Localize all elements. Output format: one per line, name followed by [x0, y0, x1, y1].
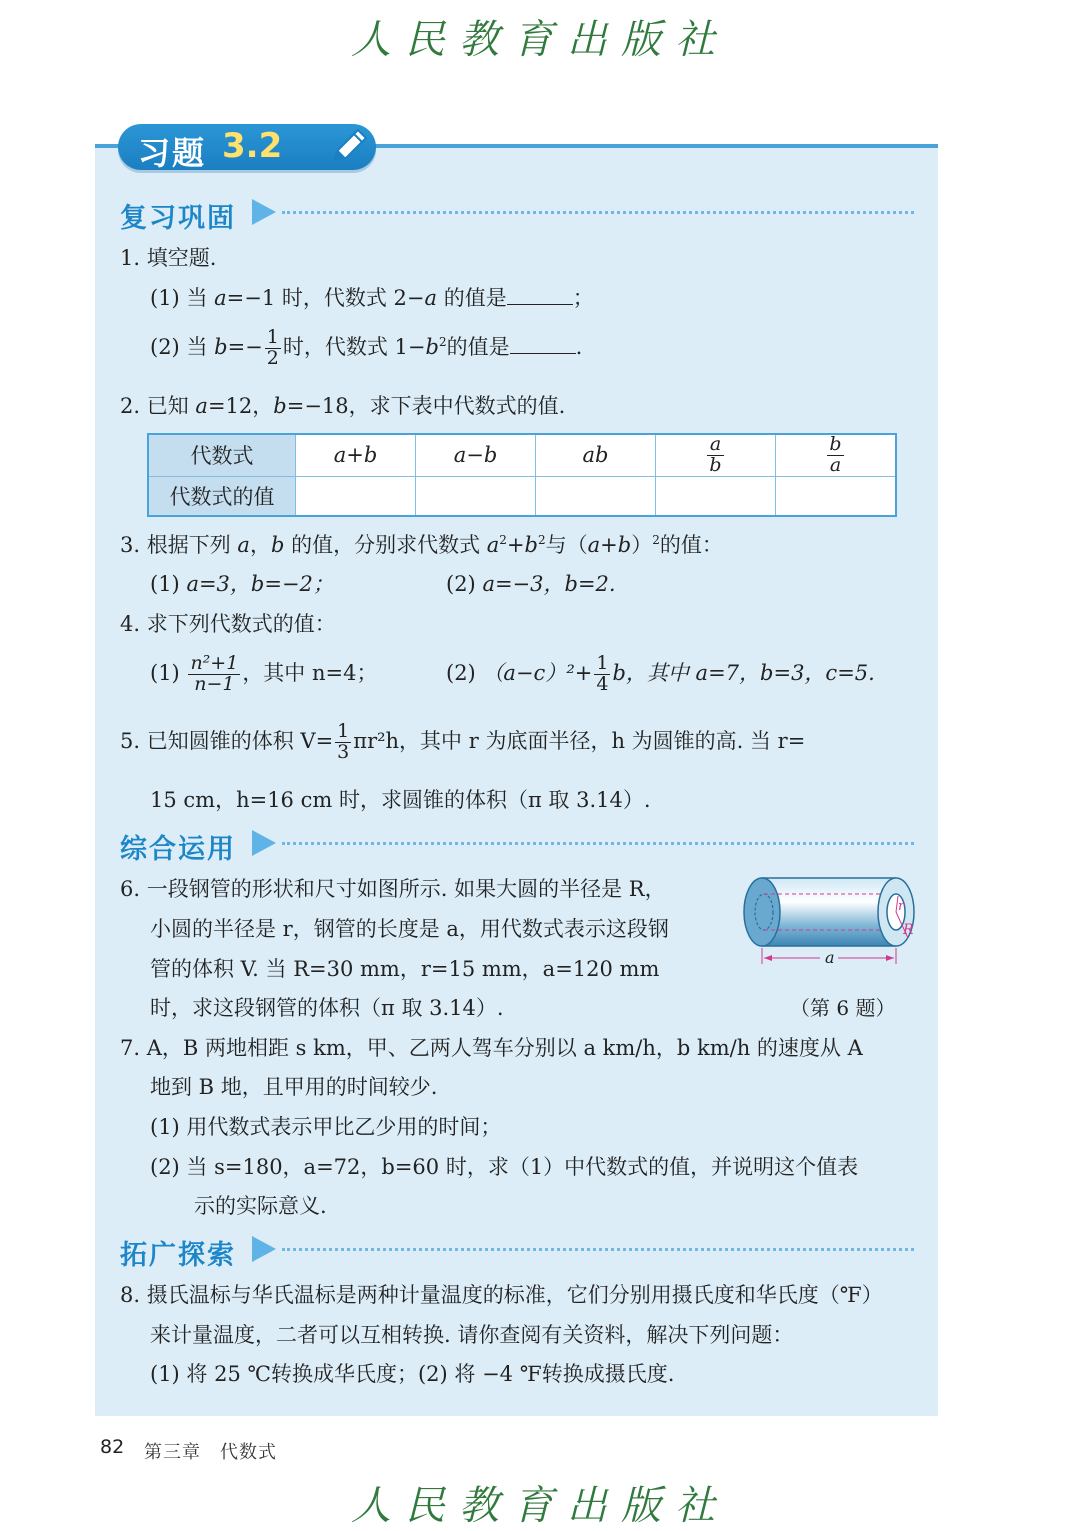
problem-3-part-2: (2) a=−3，b=2. [446, 572, 616, 596]
exercise-title: 习题 [138, 134, 207, 172]
problem-2: 2. 已知 a=12，b=−18，求下表中代数式的值. [120, 394, 566, 418]
problem-5: 5. 已知圆锥的体积 V= $\frac{1}{3}$ πr²h，其中 r 为底面半径，h 为圆锥的高. 当 r= [120, 720, 806, 763]
problem-4-part-2: (2) （a−c）²+ $\frac{1}{4}$ b，其中 a=7，b=3，c=5. [446, 652, 875, 695]
problem-7: 7. A，B 两地相距 s km，甲、乙两人驾车分别以 a km/h，b km/h 的速度从 A [120, 1036, 863, 1060]
value-table [147, 433, 897, 517]
table-answer-cell[interactable] [656, 476, 776, 516]
table-answer-cell[interactable] [536, 476, 656, 516]
section-divider [282, 1248, 914, 1251]
problem-8: 8. 摄氏温标与华氏温标是两种计量温度的标准，它们分别用摄氏度和华氏度（℉） [120, 1283, 883, 1307]
section-review: 复习巩固 [120, 203, 236, 234]
steel-pipe-figure [740, 872, 920, 972]
publisher-logo-bottom: 人民教育出版社 [351, 1483, 729, 1529]
fig-label-R: R [903, 922, 914, 938]
chapter-title: 第三章 代数式 [144, 1442, 277, 1463]
fraction: $\frac{1}{2}$ [266, 326, 279, 369]
problem-3-part-1: (1) a=3，b=−2； [150, 572, 334, 596]
table-cell: $\frac{a}{b}$ [656, 434, 776, 476]
problem-4-part-1: (1) $\frac{\text{n²+1}}{n-1}$ ，其中 n=4； [150, 652, 378, 695]
problem-4: 4. 求下列代数式的值： [120, 612, 336, 636]
section-explore: 拓广探索 [120, 1240, 236, 1271]
table-row [148, 434, 896, 476]
table-cell: $\frac{b}{a}$ [776, 434, 897, 476]
section-arrow-icon [252, 830, 276, 856]
problem-1: 1. 填空题. [120, 246, 217, 270]
problem-6-line-4: 时，求这段钢管的体积（π 取 3.14）. [150, 996, 504, 1020]
fig-label-a: a [825, 948, 835, 967]
problem-6-line-3: 管的体积 V. 当 R=30 mm，r=15 mm，a=120 mm [150, 957, 660, 981]
table-cell: a+b [296, 434, 416, 476]
problem-1-part-1: (1) 当 a=−1 时，代数式 2−a 的值是 ； [150, 286, 594, 310]
table-cell: a−b [416, 434, 536, 476]
figure-caption: （第 6 题） [790, 996, 896, 1020]
problem-3: 3. 根据下列 a，b 的值，分别求代数式 $a^2+b^2$与$(a+b)^2$的值： [120, 533, 723, 557]
section-arrow-icon [252, 199, 276, 225]
answer-blank[interactable] [507, 304, 573, 305]
table-header-cell: 代数式的值 [148, 476, 296, 516]
problem-6: 6. 一段钢管的形状和尺寸如图所示. 如果大圆的半径是 R， [120, 877, 666, 901]
problem-7-part-2: (2) 当 s=180，a=72，b=60 时，求（1）中代数式的值，并说明这个值表 [150, 1155, 859, 1179]
problem-7-line-2: 地到 B 地，且甲用的时间较少. [150, 1075, 438, 1099]
table-header-cell: 代数式 [148, 434, 296, 476]
table-answer-cell[interactable] [416, 476, 536, 516]
page-number: 82 [100, 1436, 125, 1458]
table-row [148, 476, 896, 516]
problem-7-part-1: (1) 用代数式表示甲比乙少用的时间； [150, 1115, 502, 1139]
table-cell: ab [536, 434, 656, 476]
pencil-icon [328, 126, 372, 166]
problem-7-part-2-cont: 示的实际意义. [194, 1194, 327, 1218]
publisher-logo-top: 人民教育出版社 [351, 17, 729, 63]
section-apply: 综合运用 [120, 834, 236, 865]
section-divider [282, 211, 914, 214]
problem-8-line-3: (1) 将 25 ℃转换成华氏度；(2) 将 −4 ℉转换成摄氏度. [150, 1362, 675, 1386]
section-divider [282, 842, 914, 845]
problem-5-line-2: 15 cm，h=16 cm 时，求圆锥的体积（π 取 3.14）. [150, 788, 651, 812]
problem-8-line-2: 来计量温度，二者可以互相转换. 请你查阅有关资料，解决下列问题： [150, 1323, 794, 1347]
fig-label-r: r [898, 899, 905, 914]
problem-1-part-2: (2) 当 b=− $\frac{1}{2}$ 时，代数式 $1-b^2$的值是 . [150, 326, 583, 369]
problem-6-line-2: 小圆的半径是 r，钢管的长度是 a，用代数式表示这段钢 [150, 917, 669, 941]
section-arrow-icon [252, 1236, 276, 1262]
exercise-number: 3.2 [222, 126, 283, 166]
table-answer-cell[interactable] [776, 476, 897, 516]
table-answer-cell[interactable] [296, 476, 416, 516]
answer-blank[interactable] [510, 353, 576, 354]
